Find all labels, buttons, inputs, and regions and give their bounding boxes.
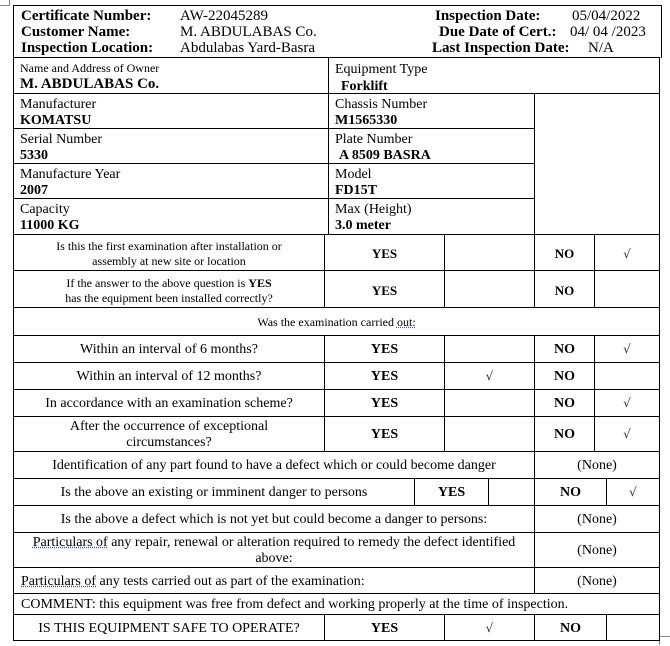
installed-question-cell [13, 270, 325, 308]
safe-yes: YES [370, 621, 399, 636]
chassis-cell [328, 93, 535, 129]
year-label: Manufacture Year [20, 167, 121, 182]
danger-no: NO [560, 485, 581, 500]
inspection-date-label: Inspection Date: [435, 8, 541, 24]
safe-no-cell [534, 614, 607, 641]
repairs-value: (None) [577, 543, 617, 558]
danger-no-check-cell [606, 478, 660, 506]
tests-label: Particulars of any tests carried out as part of the examination: [21, 574, 365, 589]
safe-no-check-cell [606, 614, 660, 641]
installed-question-line2: has the equipment been installed correctly? [65, 291, 273, 305]
due-date-label: Due Date of Cert.: [439, 24, 557, 40]
interval-exceptional-no: NO [554, 427, 575, 442]
interval-12-months-yes: YES [370, 369, 399, 384]
defect-identification-label: Identification of any part found to have a defect which or could become danger [52, 458, 496, 473]
plate-cell [328, 128, 535, 164]
model-label: Model [335, 167, 372, 182]
first-exam-no-check-cell [594, 234, 660, 271]
installed-yes-cell [324, 270, 445, 308]
interval-row-label-cell [13, 362, 325, 390]
page-corner-marker [0, 0, 10, 6]
checkmark-icon: √ [629, 485, 637, 499]
first-exam-yes-cell [324, 234, 445, 271]
interval-6-months-label: Within an interval of 6 months? [80, 342, 258, 357]
blank-detail-cell [534, 93, 660, 235]
interval-exceptional-yes: YES [370, 427, 399, 442]
model-cell [328, 163, 535, 199]
max-height-value: 3.0 meter [335, 218, 391, 233]
installed-no-check-cell [594, 270, 660, 308]
interval-no-cell [534, 389, 595, 417]
max-height-label: Max (Height) [335, 202, 412, 217]
last-inspection-label: Last Inspection Date: [432, 40, 570, 56]
certificate-number-value: AW-22045289 [180, 8, 268, 24]
manufacturer-cell [13, 93, 329, 129]
page-corner-marker-bottom [659, 636, 670, 645]
danger-question-cell [13, 478, 415, 506]
capacity-value: 11000 KG [20, 218, 80, 233]
future-defect-value: (None) [577, 512, 617, 527]
certificate-header [13, 5, 662, 58]
interval-yes-check-cell [444, 362, 535, 390]
checkmark-icon: √ [623, 342, 631, 356]
due-date-value: 04/ 04 /2023 [570, 24, 646, 40]
safe-yes-check-cell [444, 614, 535, 641]
interval-scheme-no: NO [554, 396, 575, 411]
interval-no-check-cell [594, 362, 660, 390]
defect-identification-value-cell [534, 451, 660, 479]
interval-row-label-cell [13, 335, 325, 363]
interval-no-cell [534, 416, 595, 452]
installed-yes-check-cell [444, 270, 535, 308]
checkmark-icon: √ [485, 621, 494, 635]
installed-no: NO [554, 283, 575, 298]
interval-6-months-no: NO [554, 342, 575, 357]
interval-exceptional-label-line2: circumstances? [126, 435, 212, 450]
year-value: 2007 [20, 183, 48, 198]
interval-yes-cell [324, 389, 445, 417]
interval-no-cell [534, 335, 595, 363]
tests-cell [13, 567, 535, 594]
interval-exceptional-label-line1: After the occurrence of exceptional [69, 419, 269, 434]
owner-value: M. ABDULABAS Co. [20, 76, 160, 92]
first-exam-yes-check-cell [444, 234, 535, 271]
interval-yes-cell [324, 416, 445, 452]
interval-yes-cell [324, 362, 445, 390]
manufacturer-value: KOMATSU [20, 113, 92, 128]
interval-no-check-cell [594, 389, 660, 417]
first-exam-question-cell [13, 234, 325, 271]
safe-yes-cell [324, 614, 445, 641]
first-exam-yes: YES [371, 246, 398, 261]
plate-label: Plate Number [335, 132, 413, 147]
examination-heading: Was the examination carried out: [257, 315, 416, 329]
safe-question-label: IS THIS EQUIPMENT SAFE TO OPERATE? [38, 621, 300, 636]
owner-cell [13, 57, 329, 94]
first-exam-no: NO [554, 246, 575, 261]
last-inspection-value: N/A [588, 40, 614, 56]
interval-row-label-cell [13, 416, 325, 452]
repairs-value-cell [534, 532, 660, 568]
examination-heading-cell [13, 307, 660, 336]
capacity-label: Capacity [20, 202, 70, 217]
interval-12-months-no: NO [554, 369, 575, 384]
first-exam-no-cell [534, 234, 595, 271]
certificate-number-label: Certificate Number: [21, 8, 152, 24]
interval-scheme-yes: YES [370, 396, 399, 411]
serial-cell [13, 128, 329, 164]
equipment-type-label: Equipment Type [335, 62, 428, 77]
inspection-date-value: 05/04/2022 [572, 8, 641, 24]
customer-name-value: M. ABDULABAS Co. [180, 24, 317, 40]
manufacturer-label: Manufacturer [20, 97, 97, 112]
interval-6-months-yes: YES [370, 342, 399, 357]
repairs-cell [13, 532, 535, 568]
interval-yes-cell [324, 335, 445, 363]
inspection-location-label: Inspection Location: [21, 40, 154, 56]
capacity-cell [13, 198, 329, 235]
defect-identification-value: (None) [577, 458, 617, 473]
year-cell [13, 163, 329, 199]
interval-no-check-cell [594, 335, 660, 363]
danger-yes: YES [437, 485, 466, 500]
max-height-cell [328, 198, 535, 235]
checkmark-icon: √ [623, 396, 631, 410]
comment-cell [13, 593, 660, 615]
safe-question-cell [13, 614, 325, 641]
future-defect-cell [13, 505, 535, 533]
installed-no-cell [534, 270, 595, 308]
checkmark-icon: √ [623, 427, 631, 441]
repairs-label-line2: above: [255, 551, 293, 566]
interval-no-check-cell [594, 416, 660, 452]
checkmark-icon: √ [485, 369, 494, 383]
installed-yes: YES [371, 283, 398, 298]
tests-value: (None) [577, 574, 617, 589]
chassis-label: Chassis Number [335, 97, 428, 112]
equipment-type-value: Forklift [341, 79, 388, 94]
first-exam-question-line1: Is this the first examination after installation or [56, 239, 282, 253]
future-defect-value-cell [534, 505, 660, 533]
danger-yes-check-cell [488, 478, 535, 506]
serial-value: 5330 [20, 148, 48, 163]
defect-identification-cell [13, 451, 535, 479]
safe-no: NO [560, 621, 581, 636]
interval-scheme-label: In accordance with an examination scheme? [45, 396, 293, 411]
inspection-location-value: Abdulabas Yard-Basra [180, 40, 315, 56]
tests-value-cell [534, 567, 660, 594]
interval-no-cell [534, 362, 595, 390]
first-exam-question-line2: assembly at new site or location [92, 254, 246, 268]
plate-value: A 8509 BASRA [339, 148, 431, 163]
comment-text: COMMENT: this equipment was free from defect and working properly at the time of inspection. [21, 597, 569, 612]
model-value: FD15T [335, 183, 377, 198]
checkmark-icon: √ [623, 247, 631, 261]
customer-name-label: Customer Name: [21, 24, 131, 40]
interval-yes-check-cell [444, 416, 535, 452]
installed-question-line1: If the answer to the above question is YES [66, 276, 272, 290]
interval-yes-check-cell [444, 389, 535, 417]
interval-yes-check-cell [444, 335, 535, 363]
danger-no-cell [534, 478, 607, 506]
owner-label: Name and Address of Owner [20, 61, 160, 75]
repairs-label-line1: Particulars of any repair, renewal or alteration required to remedy the defect identified [32, 535, 516, 550]
serial-label: Serial Number [20, 132, 103, 147]
equipment-type-cell [328, 57, 660, 94]
danger-question-label: Is the above an existing or imminent danger to persons [60, 485, 368, 500]
chassis-value: M1565330 [335, 113, 398, 128]
danger-yes-cell [414, 478, 489, 506]
interval-12-months-label: Within an interval of 12 months? [76, 369, 262, 384]
interval-row-label-cell [13, 389, 325, 417]
future-defect-label: Is the above a defect which is not yet but could become a danger to persons: [60, 512, 488, 527]
